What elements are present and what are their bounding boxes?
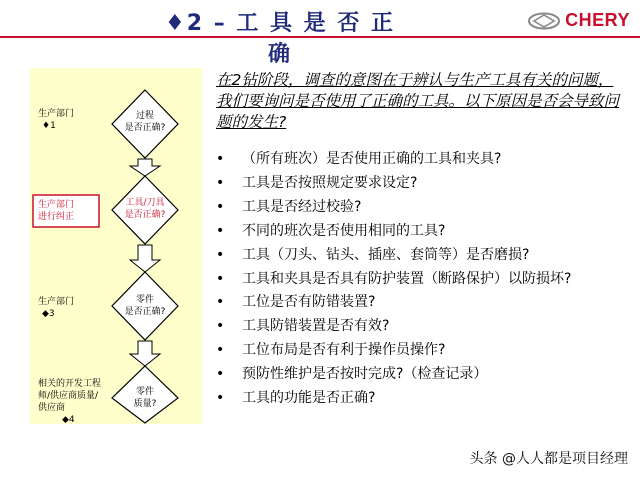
list-item: • 工具是否按照规定要求设定?	[216, 172, 636, 196]
question-label-3: 零件 是否正确?	[124, 295, 166, 317]
flow-arrow-1	[130, 159, 160, 176]
chery-emblem-icon	[527, 12, 561, 30]
list-item: • 预防性维护是否按时完成?（检查记录）	[216, 363, 636, 387]
list-item: • 工位是否有防错装置?	[216, 291, 636, 315]
list-item: • 工具（刀头、钻头、插座、套筒等）是否磨损?	[216, 244, 636, 268]
list-item: • 工具是否经过校验?	[216, 196, 636, 220]
list-item: • 工位布局是否有利于操作员操作?	[216, 339, 636, 363]
question-label-4: 零件 质量?	[133, 387, 157, 409]
watermark-text: 头条 @人人都是项目经理	[469, 451, 628, 467]
list-item: • 工具的功能是否正确?	[216, 387, 636, 411]
brand-name: CHERY	[565, 10, 630, 30]
list-item: • 不同的班次是否使用相同的工具?	[216, 220, 636, 244]
question-label-1: 过程 是否正确?	[124, 111, 166, 133]
list-item: • （所有班次）是否使用正确的工具和夹具?	[216, 148, 636, 172]
list-item: • 工具防错装置是否有效?	[216, 315, 636, 339]
dept-label-4: 相关的开发工程 师/供应商质量/ 供应商 ◆4	[38, 379, 102, 425]
question-list	[216, 148, 636, 411]
intro-paragraph: 在2钻阶段，调查的意图在于辨认与生产工具有关的问题，我们要询问是否使用了正确的工具。以下原因是否会导致问题的发生?	[216, 71, 620, 131]
flow-arrow-2	[130, 245, 160, 272]
slide-title: ♦2 – 工 具 是 否 正 确	[165, 11, 395, 67]
question-label-2: 工具/刀具 是否正确?	[124, 198, 166, 220]
list-item: • 工具和夹具是否具有防护装置（断路保护）以防损坏?	[216, 268, 636, 292]
header-divider	[0, 36, 640, 38]
dept-label-2: 生产部门 进行纠正	[38, 200, 75, 222]
flow-arrow-3	[130, 341, 160, 366]
brand-logo	[527, 10, 630, 31]
dept-label-1: 生产部门 ♦1	[38, 109, 75, 131]
dept-label-3: 生产部门 ◆3	[38, 297, 75, 319]
drill-flowchart	[30, 68, 202, 424]
